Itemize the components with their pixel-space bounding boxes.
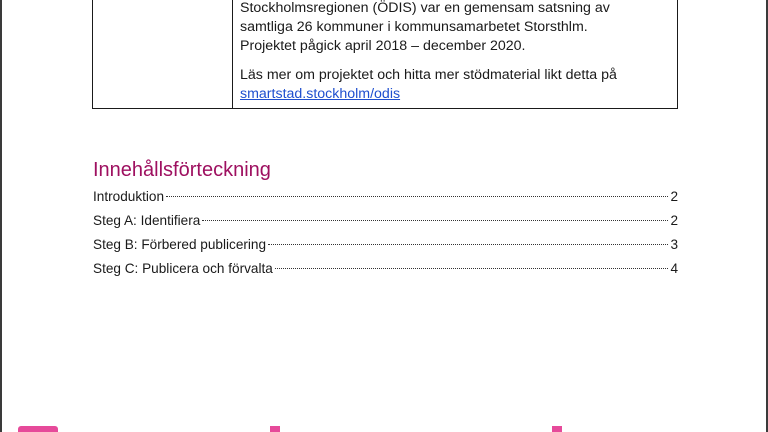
toc-entry-steg-c[interactable] (93, 257, 678, 281)
info-box-column-divider (232, 0, 233, 108)
toc-entry-label: Introduktion (93, 189, 165, 204)
toc-entry-label: Steg B: Förbered publicering (93, 237, 267, 252)
toc-dot-leader (275, 268, 669, 269)
toc-page-number: 2 (670, 189, 678, 204)
toc-page-number: 3 (670, 237, 678, 252)
read-more-text: Läs mer om projektet och hitta mer stödmaterial likt detta på (240, 67, 617, 83)
project-description (240, 0, 670, 56)
next-heading-fragment (18, 426, 58, 432)
toc-dot-leader (202, 220, 668, 221)
toc-entry-label: Steg C: Publicera och förvalta (93, 261, 273, 276)
info-box-text (240, 0, 670, 104)
project-info-box (92, 0, 678, 109)
toc-entry-label: Steg A: Identifiera (93, 213, 201, 228)
toc-page-number: 4 (670, 261, 678, 276)
toc-title: Innehållsförteckning (93, 159, 271, 181)
toc-dot-leader (166, 196, 668, 197)
toc-entry-introduktion[interactable] (93, 185, 678, 209)
toc-dot-leader (268, 244, 668, 245)
next-heading-fragment (552, 426, 562, 432)
toc-page-number: 2 (670, 213, 678, 228)
description-line-1: Stockholmsregionen (ÖDIS) var en gemensam satsning av (240, 0, 610, 16)
next-heading-fragment (270, 426, 280, 432)
description-line-2: samtliga 26 kommuner i kommunsamarbetet Storsthlm. (240, 19, 588, 35)
table-of-contents (93, 185, 678, 281)
read-more-paragraph (240, 66, 670, 104)
toc-entry-steg-b[interactable] (93, 233, 678, 257)
description-line-3: Projektet pågick april 2018 – december 2020. (240, 38, 526, 54)
toc-entry-steg-a[interactable] (93, 209, 678, 233)
document-frame-left (0, 0, 2, 432)
project-link[interactable]: smartstad.stockholm/odis (240, 86, 401, 102)
